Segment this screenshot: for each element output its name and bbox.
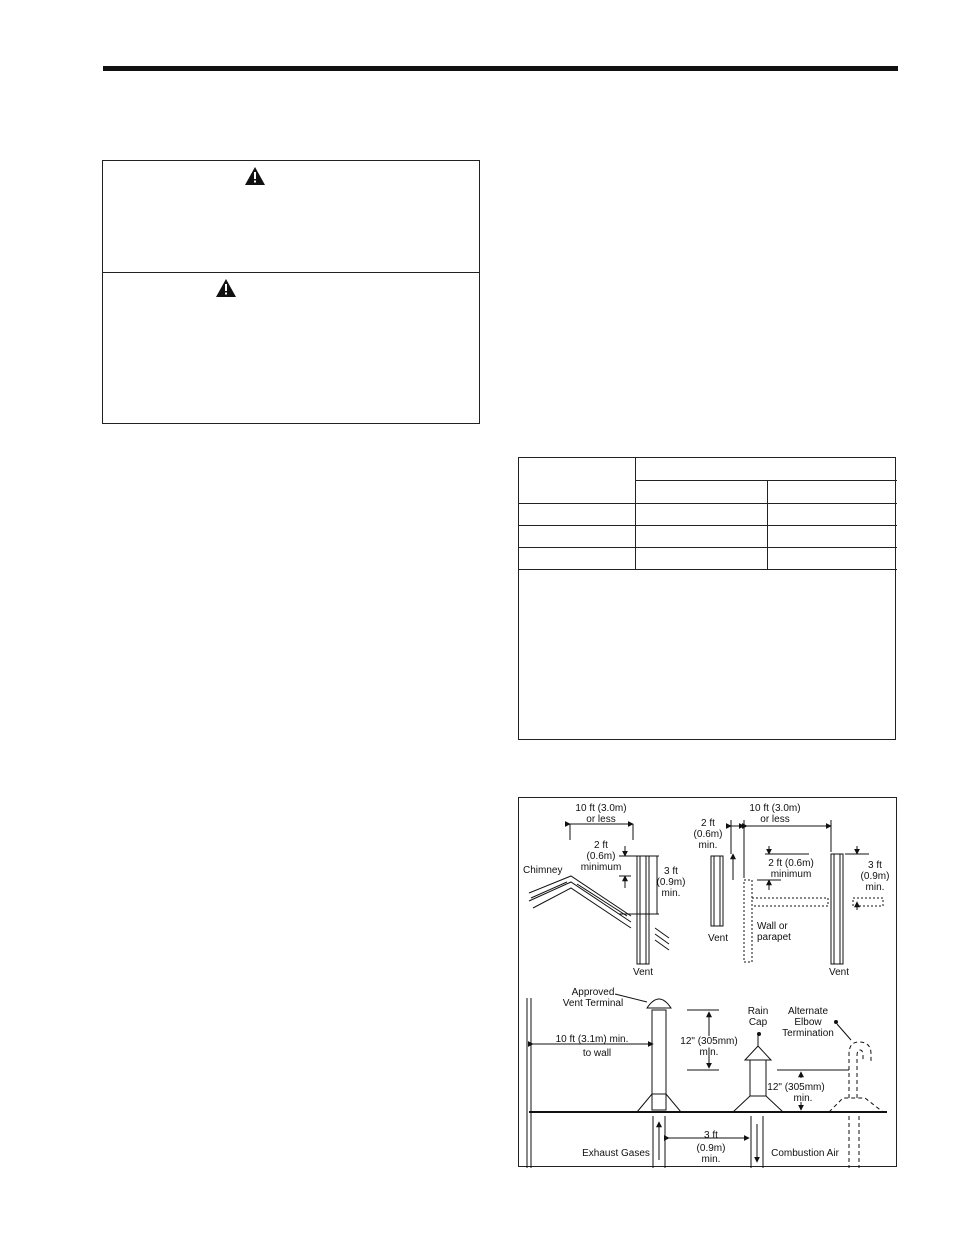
label-min: min. [661, 888, 681, 899]
label-approved: Approved [571, 987, 615, 998]
label-vent: Vent [828, 967, 850, 978]
table-line [635, 458, 636, 569]
warning-icon [245, 167, 265, 185]
label-chimney: Chimney [523, 865, 563, 876]
label-three-ft: 3 ft [704, 1130, 718, 1141]
label-two-ft: 2 ft [594, 840, 608, 851]
label-min: min. [701, 1154, 721, 1165]
warning-box [102, 160, 480, 424]
label-twelve-in: 12" (305mm) [680, 1036, 738, 1047]
label-cap: Cap [748, 1017, 768, 1028]
label-termination: Termination [782, 1028, 834, 1039]
label-ten-ft-wall: 10 ft (3.1m) min. [555, 1034, 629, 1045]
label-min: min. [698, 840, 718, 851]
vent-termination-figure [518, 797, 897, 1167]
label-elbow: Elbow [794, 1017, 822, 1028]
clearance-table [518, 457, 896, 740]
label-three-ft: 3 ft [664, 866, 678, 877]
label-vent: Vent [632, 967, 654, 978]
label-two-ft-metric: (0.6m) [693, 829, 723, 840]
label-three-ft-metric: (0.9m) [860, 871, 890, 882]
label-to-wall: to wall [582, 1048, 612, 1059]
label-vent: Vent [707, 933, 729, 944]
label-min: min. [793, 1093, 813, 1104]
label-minimum-c: minimum [770, 869, 812, 880]
label-two-ft-c: 2 ft (0.6m) [768, 858, 814, 869]
warning-divider [103, 272, 479, 273]
label-wall-or: Wall or [757, 921, 788, 932]
label-ten-ft: 10 ft (3.0m) [575, 803, 627, 814]
label-two-ft-metric: (0.6m) [586, 851, 616, 862]
label-parapet: parapet [757, 932, 791, 943]
vent-diagram [519, 798, 898, 1168]
label-vent-terminal: Vent Terminal [562, 998, 624, 1009]
label-three-ft-metric: (0.9m) [656, 877, 686, 888]
label-or-less: or less [586, 814, 616, 825]
label-min: min. [865, 882, 885, 893]
label-two-ft: 2 ft [701, 818, 715, 829]
label-minimum: minimum [580, 862, 622, 873]
label-twelve-in: 12" (305mm) [767, 1082, 825, 1093]
table-line [519, 569, 897, 570]
label-rain: Rain [747, 1006, 769, 1017]
label-alternate: Alternate [787, 1006, 829, 1017]
warning-icon [216, 279, 236, 297]
table-line [519, 547, 897, 548]
label-three-ft-metric: (0.9m) [696, 1143, 726, 1154]
label-ten-ft: 10 ft (3.0m) [749, 803, 801, 814]
label-min: min. [699, 1047, 719, 1058]
table-line [635, 480, 897, 481]
label-three-ft: 3 ft [868, 860, 882, 871]
header-rule [103, 66, 898, 71]
label-exhaust-gases: Exhaust Gases [582, 1148, 650, 1159]
label-combustion-air: Combustion Air [771, 1148, 839, 1159]
table-line [519, 525, 897, 526]
label-or-less: or less [760, 814, 790, 825]
table-line [519, 503, 897, 504]
